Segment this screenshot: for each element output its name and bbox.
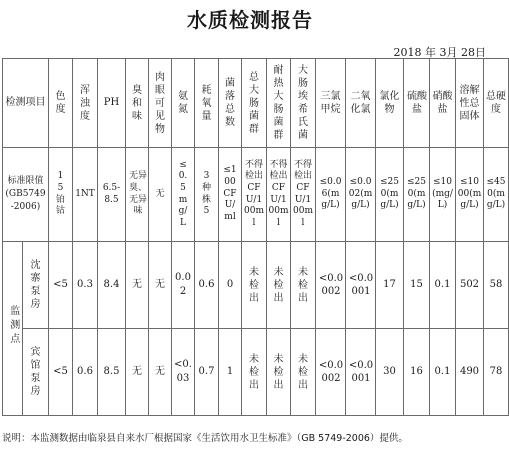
cell-chloride: 30 xyxy=(376,329,404,416)
std-chloride: ≤250(mg/L) xyxy=(376,148,404,242)
cell-ecoli: 未检出 xyxy=(291,329,316,416)
cell-cod: 0.6 xyxy=(195,242,219,329)
header-nitrate: 硝酸盐 xyxy=(430,59,456,148)
std-hardness: ≤450(mg/L) xyxy=(484,148,509,242)
std-ecoli: 不得检出CFU/100ml xyxy=(291,148,316,242)
cell-thermo-coliform: 未检出 xyxy=(267,329,291,416)
water-quality-table xyxy=(2,58,509,416)
cell-visible: 无 xyxy=(149,329,172,416)
cell-visible: 无 xyxy=(149,242,172,329)
cell-ammonia: 0.02 xyxy=(172,242,195,329)
header-chloride: 氯化物 xyxy=(376,59,404,148)
header-total-coliform: 总大肠菌群 xyxy=(242,59,267,148)
header-colors: 色度 xyxy=(49,59,73,148)
cell-thermo-coliform: 未检出 xyxy=(267,242,291,329)
cell-sulfate: 15 xyxy=(404,242,430,329)
std-bacteria: ≤100CFU/ml xyxy=(219,148,242,242)
header-bacteria: 菌落总数 xyxy=(219,59,242,148)
cell-cod: 0.7 xyxy=(195,329,219,416)
cell-odor: 无 xyxy=(126,329,149,416)
cell-ecoli: 未检出 xyxy=(291,242,316,329)
cell-nitrate: 0.1 xyxy=(430,329,456,416)
data-row xyxy=(3,329,509,416)
cell-chloroform: <0.0002 xyxy=(316,329,346,416)
point-name: 沈寨泵房 xyxy=(23,242,49,329)
std-tds: ≤1000(mg/L) xyxy=(456,148,484,242)
cell-chloroform: <0.0002 xyxy=(316,242,346,329)
header-ecoli: 大肠埃希氏菌 xyxy=(291,59,316,148)
cell-chloride: 17 xyxy=(376,242,404,329)
cell-colors: <5 xyxy=(49,242,73,329)
std-thermo-coliform: 不得检出CFU/100ml xyxy=(267,148,291,242)
header-chlorine-dioxide: 二氧化氯 xyxy=(346,59,376,148)
std-colors: 15铂钴 xyxy=(49,148,73,242)
std-ammonia: ≤0.5mg/L xyxy=(172,148,195,242)
std-nitrate: ≤10(mg/L) xyxy=(430,148,456,242)
header-cod: 耗氧量 xyxy=(195,59,219,148)
header-hardness: 总硬度 xyxy=(484,59,509,148)
cell-bacteria: 1 xyxy=(219,329,242,416)
std-ph: 6.5-8.5 xyxy=(98,148,126,242)
cell-bacteria: 0 xyxy=(219,242,242,329)
std-sulfate: ≤250(mg/L) xyxy=(404,148,430,242)
cell-colors: <5 xyxy=(49,329,73,416)
standard-label: 标准限值(GB5749-2006) xyxy=(3,148,49,242)
header-thermo-coliform: 耐热大肠菌群 xyxy=(267,59,291,148)
header-turbidity: 浑浊度 xyxy=(73,59,98,148)
std-chlorine-dioxide: ≤0.002(mg/L) xyxy=(346,148,376,242)
header-chloroform: 三氯甲烷 xyxy=(316,59,346,148)
cell-chlorine-dioxide: <0.0001 xyxy=(346,242,376,329)
std-visible: 无 xyxy=(149,148,172,242)
cell-hardness: 78 xyxy=(484,329,509,416)
std-cod: 3种株5 xyxy=(195,148,219,242)
cell-sulfate: 16 xyxy=(404,329,430,416)
point-name: 宾馆泵房 xyxy=(23,329,49,416)
std-turbidity: 1NT xyxy=(73,148,98,242)
header-visible: 肉眼可见物 xyxy=(149,59,172,148)
header-tds: 溶解性总固体 xyxy=(456,59,484,148)
header-ph: PH xyxy=(98,59,126,148)
cell-turbidity: 0.3 xyxy=(73,242,98,329)
monitor-point-label: 监测点 xyxy=(3,242,23,416)
cell-total-coliform: 未检出 xyxy=(242,329,267,416)
header-odor: 臭和味 xyxy=(126,59,149,148)
cell-tds: 502 xyxy=(456,242,484,329)
std-total-coliform: 不得检出CFU/100ml xyxy=(242,148,267,242)
std-odor: 无异臭、无异味 xyxy=(126,148,149,242)
report-title: 水质检测报告 xyxy=(187,8,313,32)
data-row xyxy=(3,242,509,329)
cell-ph: 8.5 xyxy=(98,329,126,416)
header-item: 检测项目 xyxy=(3,59,49,148)
cell-ammonia: <0.03 xyxy=(172,329,195,416)
cell-nitrate: 0.1 xyxy=(430,242,456,329)
cell-hardness: 58 xyxy=(484,242,509,329)
cell-tds: 490 xyxy=(456,329,484,416)
report-date: 2018 年 3月 28日 xyxy=(393,46,486,59)
cell-ph: 8.4 xyxy=(98,242,126,329)
report-note: 说明：本监测数据由临泉县自来水厂根据国家《生活饮用水卫生标准》（GB 5749-2006）提供。 xyxy=(2,433,408,444)
header-row xyxy=(3,59,509,148)
cell-turbidity: 0.6 xyxy=(73,329,98,416)
header-sulfate: 硫酸盐 xyxy=(404,59,430,148)
cell-odor: 无 xyxy=(126,242,149,329)
cell-total-coliform: 未检出 xyxy=(242,242,267,329)
header-ammonia: 氨氮 xyxy=(172,59,195,148)
standard-row xyxy=(3,148,509,242)
cell-chlorine-dioxide: <0.0001 xyxy=(346,329,376,416)
std-chloroform: ≤0.06(mg/L) xyxy=(316,148,346,242)
